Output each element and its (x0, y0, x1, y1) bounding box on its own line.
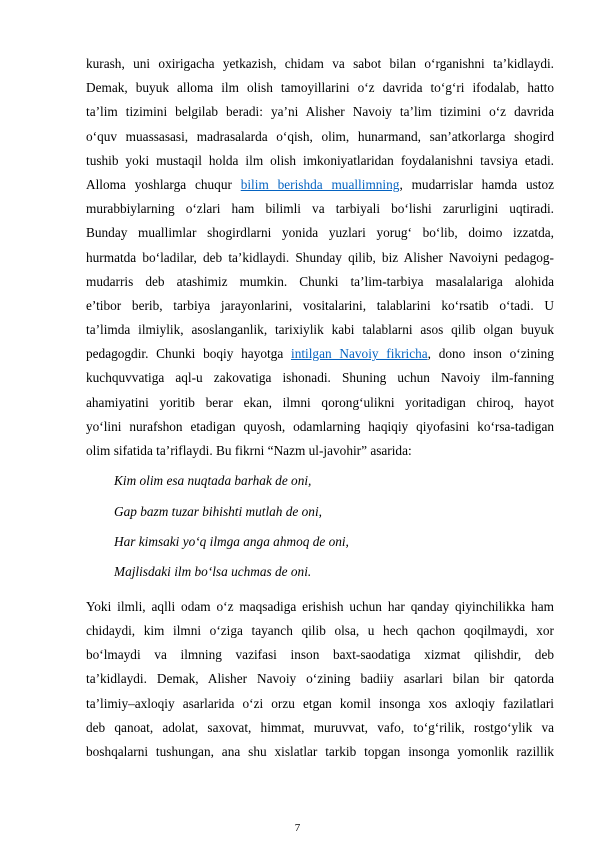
text-line: bo‘lmaydi va ilmning vazifasi inson baxt-saodatiga xizmat qilishdir, deb (86, 647, 554, 663)
poem-line: Har kimsaki yo‘q ilmga anga ahmoq de oni, (114, 533, 349, 549)
page-number: 7 (294, 822, 301, 834)
poem-line: Gap bazm tuzar bihishti mutlah de oni, (114, 503, 322, 519)
text-line: olim sifatida ta’riflaydi. Bu fikrni “Nazm ul-javohir” asarida: (86, 443, 412, 458)
text-segment: , mudarrislar hamda ustoz (399, 176, 555, 192)
text-line: mudarris deb atashimiz mumkin. Chunki ta’lim-tarbiya masalalariga alohida (86, 273, 554, 289)
poem-line: Kim olim esa nuqtada barhak de oni, (114, 473, 312, 489)
text-line: ta’kidlaydi. Demak, Alisher Navoiy o‘zining badiiy asarlari bilan bir qatorda (86, 671, 554, 687)
text-segment: pedagogdir. Chunki boqiy hayotga (86, 346, 291, 362)
document-body (86, 52, 554, 764)
paragraph-2 (86, 595, 554, 764)
text-line: kuchquvvatiga aql-u zakovatiga ishonadi. Shuning uchun Navoiy ilm-fanning (86, 370, 554, 386)
text-line: boshqalarni tushungan, ana shu xislatlar tarkib topgan insonga yomonlik razillik (86, 743, 554, 759)
text-segment: Alloma yoshlarga chuqur (86, 176, 241, 192)
text-line: tushib yoki mustaqil holda ilm olish imkoniyatlaridan foydalanishni tavsiya etadi. (86, 152, 554, 168)
text-line: kurash, uni oxirigacha yetkazish, chidam va sabot bilan o‘rganishni ta’kidlaydi. (86, 56, 554, 71)
text-line: e’tibor berib, tarbiya jarayonlarini, vositalarini, talablarini ko‘rsatib o‘tadi. U (86, 297, 554, 313)
poem-line: Majlisdaki ilm bo‘lsa uchmas de oni. (114, 564, 312, 580)
text-line (86, 342, 554, 366)
paragraph-1 (86, 52, 554, 463)
text-segment: , dono inson o‘zining (427, 346, 554, 362)
text-line: Yoki ilmli, aqlli odam o‘z maqsadiga erishish uchun har qanday qiyinchilikka ham (86, 598, 554, 614)
poem-quote (86, 469, 554, 591)
text-line: ta’lim tizimini belgilab beradi: ya’ni Alisher Navoiy ta’lim tizimini o‘z davrida (86, 104, 554, 120)
text-line: ahamiyatini yoritib berar ekan, ilmni qorong‘ulikni yoritadigan chiroq, hayot (86, 394, 554, 410)
text-line: chidaydi, kim ilmni o‘ziga tayanch qilib olsa, u hech qachon qoqilmaydi, xor (86, 622, 554, 638)
text-line: ta’limda ilmiylik, asoslanganlik, tarixiylik kabi talablarni asos qilib olgan buyuk (86, 322, 554, 338)
text-line: deb qanoat, adolat, saxovat, himmat, muruvvat, vafo, to‘g‘rilik, rostgo‘ylik va (86, 719, 554, 735)
text-line: ta’limiy–axloqiy asarlarida o‘zi orzu etgan komil insonga xos axloqiy fazilatlari (86, 695, 554, 711)
text-line: hurmatda bo‘ladilar, deb ta’kidlaydi. Shunday qilib, biz Alisher Navoiyni pedagog- (86, 249, 554, 265)
text-line: yo‘lini nurafshon etadigan quyosh, odamlarning haqiqiy qiyofasini ko‘rsa-tadigan (86, 418, 554, 434)
text-line: o‘quv muassasasi, madrasalarda o‘qish, olim, hunarmand, san’atkorlarga shogird (86, 128, 554, 144)
hyperlink-bilim-berishda[interactable]: bilim berishda muallimning (240, 176, 400, 192)
text-line (86, 173, 554, 197)
text-line: murabbiylarning o‘zlari ham bilimli va tarbiyali bo‘lishi zarurligini uqtiradi. (86, 201, 554, 217)
hyperlink-intilgan-navoiy[interactable]: intilgan Navoiy fikricha (291, 346, 428, 362)
text-line: Bunday muallimlar shogirdlarni yonida yuzlari yorug‘ bo‘lib, doimo izzatda, (86, 225, 554, 241)
text-line: Demak, buyuk alloma ilm olish tamoyillarini o‘z davrida to‘g‘ri ifodalab, hatto (86, 80, 554, 96)
